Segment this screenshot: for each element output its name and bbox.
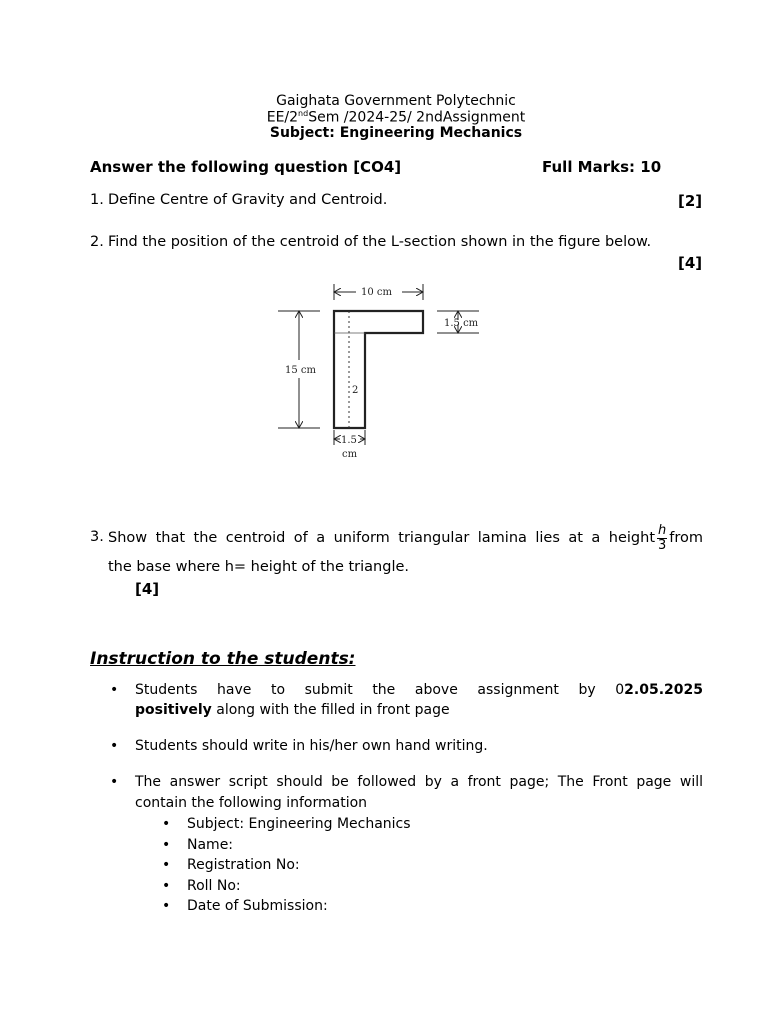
full-marks: Full Marks: 10 xyxy=(542,158,662,176)
instructions-heading: Instruction to the students: xyxy=(90,649,356,669)
question-3-text: Show that the centroid of a uniform triangular lamina lies at a height xyxy=(108,530,655,546)
question-1-marks: [2] xyxy=(678,192,703,210)
question-3-marks: [4] xyxy=(135,580,160,598)
course-line xyxy=(0,109,768,126)
bullet-3-line-2: contain the following information xyxy=(135,795,368,811)
question-3-number: 3. xyxy=(90,529,104,545)
sub-item-date: Date of Submission: xyxy=(187,898,328,914)
sub-bullet-marker: • xyxy=(162,816,171,832)
bullet-3-marker: • xyxy=(110,774,119,790)
fraction-numerator: h xyxy=(658,522,667,538)
subject-title: Subject: Engineering Mechanics xyxy=(269,125,523,141)
bullet-1-line-2 xyxy=(135,702,450,718)
question-3-line-2: the base where h= height of the triangle. xyxy=(108,559,410,575)
question-1-text: Define Centre of Gravity and Centroid. xyxy=(108,192,388,208)
sub-bullet-marker: • xyxy=(162,878,171,894)
course-suffix: Sem /2024-25/ 2ndAssignment xyxy=(308,109,526,126)
question-1-number: 1. xyxy=(90,192,104,208)
bullet-1-text: Students have to submit the above assignment by 0 xyxy=(135,682,625,698)
sub-bullet-marker: • xyxy=(162,837,171,853)
label-flange: 1.5 cm xyxy=(444,318,479,329)
sub-item-registration: Registration No: xyxy=(187,857,300,873)
sub-bullet-marker: • xyxy=(162,898,171,914)
label-mid: 2 xyxy=(352,385,359,396)
answer-instruction: Answer the following question [CO4] xyxy=(90,158,402,176)
label-web-unit: cm xyxy=(342,449,358,460)
label-top-width: 10 cm xyxy=(361,287,392,298)
bullet-3-line-1: The answer script should be followed by a front page; The Front page will xyxy=(135,774,703,790)
l-section-figure xyxy=(274,280,484,465)
course-prefix: EE/2 xyxy=(266,109,299,126)
bullet-1-marker: • xyxy=(110,682,119,698)
institution-name: Gaighata Government Polytechnic xyxy=(276,93,516,109)
question-2-marks: [4] xyxy=(678,254,703,272)
bullet-1-line-1 xyxy=(135,682,703,698)
fraction-h-over-3 xyxy=(657,524,667,553)
question-3-line-1 xyxy=(108,520,703,556)
label-web-value: 1.5 xyxy=(341,435,357,446)
question-2-number: 2. xyxy=(90,234,104,250)
bullet-2-marker: • xyxy=(110,738,119,754)
l-section-diagram xyxy=(274,280,484,465)
question-2-text: Find the position of the centroid of the L-section shown in the figure below. xyxy=(108,234,652,250)
sub-bullet-marker: • xyxy=(162,857,171,873)
course-superscript: nd xyxy=(298,109,309,118)
question-3-text-from: from xyxy=(669,530,703,546)
sub-item-subject: Subject: Engineering Mechanics xyxy=(187,816,411,832)
fraction-denominator: 3 xyxy=(657,537,667,553)
bullet-1-rest: along with the filled in front page xyxy=(211,702,450,718)
label-height: 15 cm xyxy=(285,365,316,376)
sub-item-roll: Roll No: xyxy=(187,878,241,894)
l-section-outline xyxy=(334,311,423,428)
bullet-1-date: 2.05.2025 xyxy=(624,682,703,698)
bullet-1-bold: positively xyxy=(135,702,212,718)
sub-item-name: Name: xyxy=(187,837,234,853)
bullet-2-text: Students should write in his/her own hand writing. xyxy=(135,738,488,754)
